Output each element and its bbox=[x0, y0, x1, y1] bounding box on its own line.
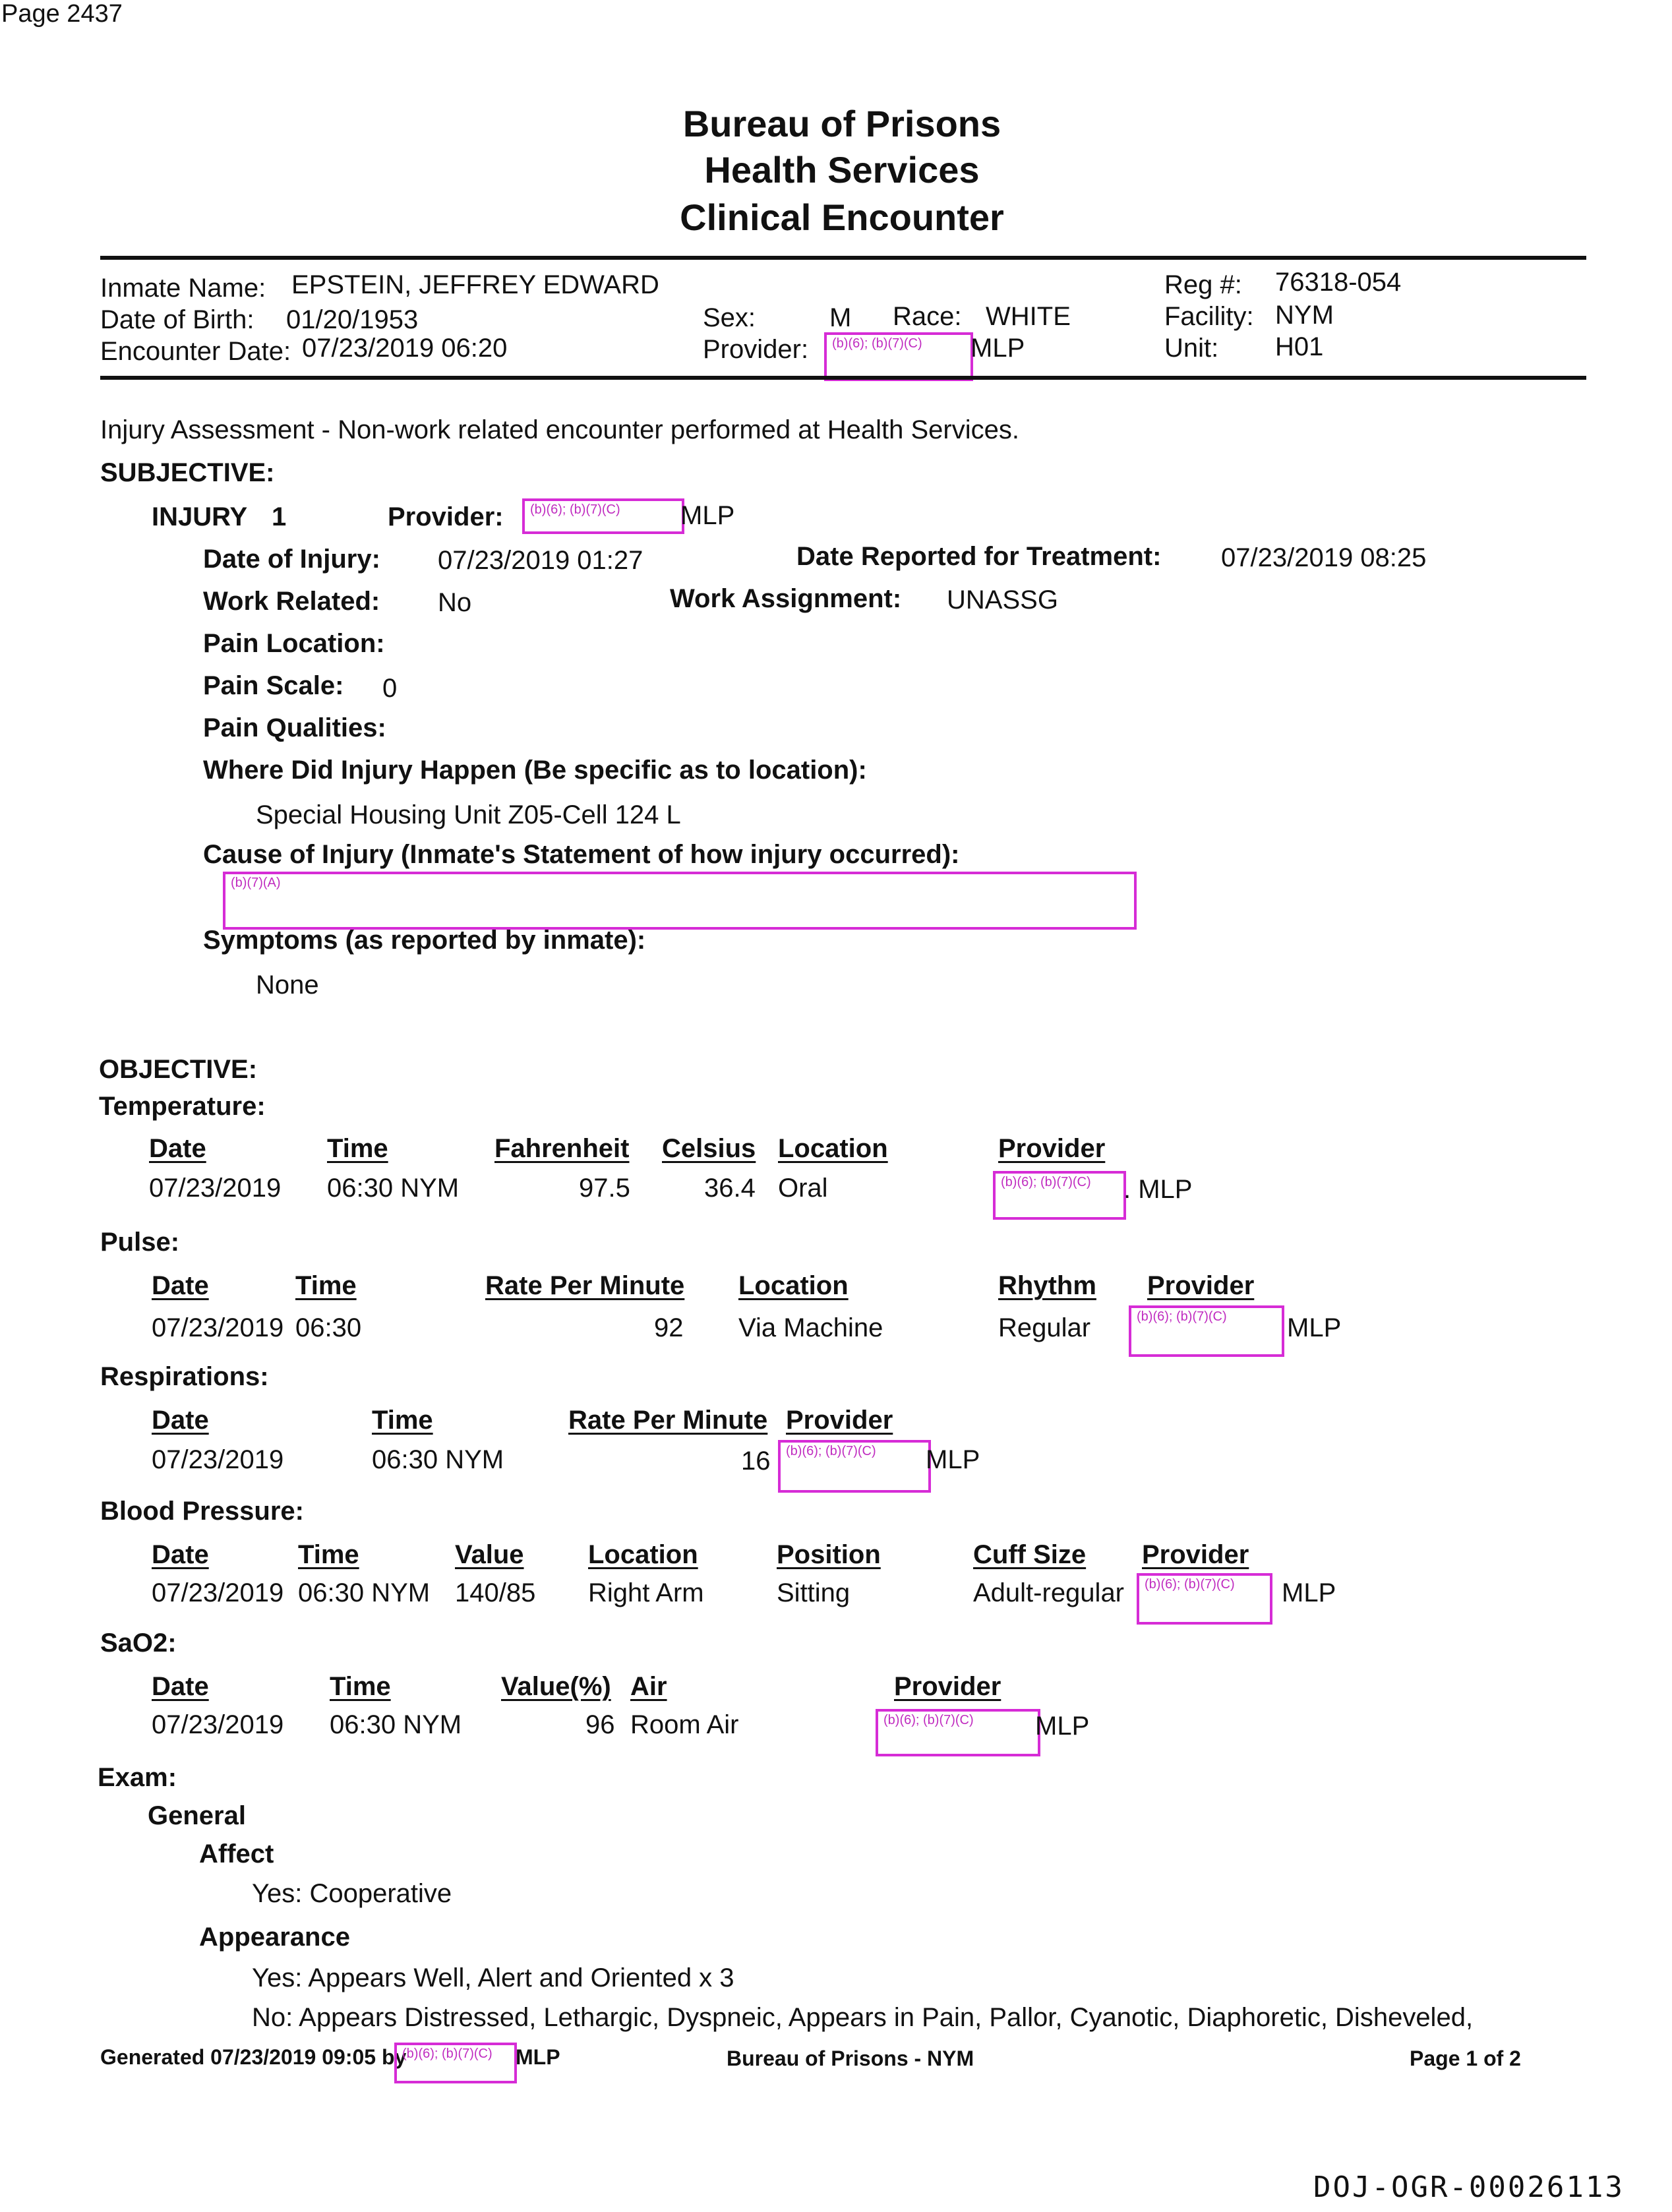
bp-cuff-size: Adult-regular bbox=[973, 1578, 1125, 1607]
encounter-date: 07/23/2019 06:20 bbox=[302, 334, 508, 363]
work-related: No bbox=[438, 588, 472, 617]
pulse-rate: 92 bbox=[654, 1313, 684, 1342]
pulse-col-time: Time bbox=[295, 1271, 357, 1300]
unit: H01 bbox=[1275, 332, 1324, 361]
unit-label: Unit: bbox=[1164, 334, 1219, 363]
work-related-label: Work Related: bbox=[203, 587, 380, 616]
pulse-col-rate: Rate Per Minute bbox=[485, 1271, 685, 1300]
injury-number: 1 bbox=[272, 502, 287, 531]
pain-scale-label: Pain Scale: bbox=[203, 671, 344, 700]
footer-page-number: Page 1 of 2 bbox=[1410, 2047, 1521, 2070]
redaction-box: (b)(6); (b)(7)(C) bbox=[1129, 1305, 1284, 1357]
sao2-col-air: Air bbox=[630, 1672, 667, 1701]
temp-date: 07/23/2019 bbox=[149, 1174, 282, 1203]
pulse-location: Via Machine bbox=[738, 1313, 883, 1342]
date-reported-label: Date Reported for Treatment: bbox=[796, 542, 1162, 571]
pulse-col-location: Location bbox=[738, 1271, 849, 1300]
sao2-provider-suffix: MLP bbox=[1035, 1712, 1090, 1741]
temperature-title: Temperature: bbox=[99, 1092, 266, 1121]
subjective-heading: SUBJECTIVE: bbox=[100, 458, 275, 487]
sex-label: Sex: bbox=[703, 303, 756, 332]
temp-celsius: 36.4 bbox=[704, 1174, 756, 1203]
resp-time: 06:30 NYM bbox=[372, 1445, 504, 1474]
resp-provider-suffix: MLP bbox=[926, 1445, 980, 1474]
date-reported: 07/23/2019 08:25 bbox=[1221, 543, 1427, 572]
sao2-air: Room Air bbox=[630, 1710, 739, 1739]
work-assignment-label: Work Assignment: bbox=[670, 584, 902, 613]
resp-date: 07/23/2019 bbox=[152, 1445, 284, 1474]
bp-position: Sitting bbox=[777, 1578, 851, 1607]
header-title-1: Bureau of Prisons bbox=[682, 103, 1001, 144]
where-injury-label: Where Did Injury Happen (Be specific as to location): bbox=[203, 756, 867, 785]
pulse-col-date: Date bbox=[152, 1271, 209, 1300]
exam-affect-label: Affect bbox=[199, 1839, 274, 1868]
bp-col-time: Time bbox=[298, 1540, 359, 1569]
exam-appearance-label: Appearance bbox=[199, 1923, 350, 1952]
pulse-provider-suffix: MLP bbox=[1287, 1313, 1342, 1342]
date-of-injury-label: Date of Injury: bbox=[203, 545, 380, 574]
race-label: Race: bbox=[893, 302, 962, 331]
bp-col-location: Location bbox=[588, 1540, 698, 1569]
exam-heading: Exam: bbox=[98, 1763, 177, 1792]
blood-pressure-title: Blood Pressure: bbox=[100, 1497, 304, 1526]
temp-col-fahrenheit: Fahrenheit bbox=[494, 1134, 630, 1163]
bp-col-cuff-size: Cuff Size bbox=[973, 1540, 1087, 1569]
resp-col-provider: Provider bbox=[786, 1406, 893, 1435]
bp-location: Right Arm bbox=[588, 1578, 704, 1607]
inmate-name-label: Inmate Name: bbox=[100, 274, 266, 303]
temp-col-date: Date bbox=[149, 1134, 206, 1163]
facility: NYM bbox=[1275, 301, 1334, 330]
objective-heading: OBJECTIVE: bbox=[99, 1055, 258, 1084]
redaction-box: (b)(6); (b)(7)(C) bbox=[1137, 1573, 1272, 1625]
temp-col-location: Location bbox=[778, 1134, 888, 1163]
pain-location-label: Pain Location: bbox=[203, 629, 385, 658]
bp-date: 07/23/2019 bbox=[152, 1578, 284, 1607]
sao2-time: 06:30 NYM bbox=[330, 1710, 462, 1739]
assessment-line: Injury Assessment - Non-work related encounter performed at Health Services. bbox=[100, 415, 1019, 444]
symptoms-label: Symptoms (as reported by inmate): bbox=[203, 926, 646, 955]
footer-generated: Generated 07/23/2019 09:05 by bbox=[100, 2045, 407, 2069]
footer-generated-suffix: MLP bbox=[516, 2045, 560, 2069]
exam-appearance-no: No: Appears Distressed, Lethargic, Dyspneic, Appears in Pain, Pallor, Cyanotic, Diaphoretic, Disheveled, bbox=[252, 2003, 1474, 2032]
header-bottom-rule bbox=[100, 376, 1586, 380]
resp-col-date: Date bbox=[152, 1406, 209, 1435]
pain-scale: 0 bbox=[382, 674, 398, 703]
sao2-value: 96 bbox=[585, 1710, 615, 1739]
bp-time: 06:30 NYM bbox=[298, 1578, 431, 1607]
inmate-name: EPSTEIN, JEFFREY EDWARD bbox=[291, 270, 659, 299]
header-provider-suffix: MLP bbox=[970, 334, 1025, 363]
encounter-date-label: Encounter Date: bbox=[100, 337, 291, 366]
temp-provider-suffix: . MLP bbox=[1123, 1175, 1193, 1204]
respirations-title: Respirations: bbox=[100, 1362, 269, 1391]
footer-center: Bureau of Prisons - NYM bbox=[727, 2047, 974, 2070]
redaction-box: (b)(6); (b)(7)(C) bbox=[876, 1709, 1040, 1756]
reg-label: Reg #: bbox=[1164, 270, 1242, 299]
temp-location: Oral bbox=[778, 1174, 828, 1203]
pulse-rhythm: Regular bbox=[998, 1313, 1091, 1342]
temp-time: 06:30 NYM bbox=[327, 1174, 460, 1203]
pulse-date: 07/23/2019 bbox=[152, 1313, 284, 1342]
sao2-col-time: Time bbox=[330, 1672, 391, 1701]
bp-col-position: Position bbox=[777, 1540, 881, 1569]
work-assignment: UNASSG bbox=[947, 585, 1058, 614]
bp-col-date: Date bbox=[152, 1540, 209, 1569]
resp-rate: 16 bbox=[741, 1447, 771, 1476]
page-label: Page 2437 bbox=[1, 0, 123, 28]
race: WHITE bbox=[986, 302, 1071, 331]
cause-injury-label: Cause of Injury (Inmate's Statement of how injury occurred): bbox=[203, 840, 960, 869]
header-provider-label: Provider: bbox=[703, 335, 809, 364]
redaction-box: (b)(7)(A) bbox=[223, 872, 1137, 930]
redaction-box: (b)(6); (b)(7)(C) bbox=[824, 332, 973, 381]
exam-affect-yes: Yes: Cooperative bbox=[252, 1879, 452, 1908]
pulse-time: 06:30 bbox=[295, 1313, 362, 1342]
header-title-3: Clinical Encounter bbox=[680, 196, 1004, 238]
temp-col-provider: Provider bbox=[998, 1134, 1106, 1163]
facility-label: Facility: bbox=[1164, 302, 1254, 331]
sao2-title: SaO2: bbox=[100, 1629, 177, 1658]
reg-number: 76318-054 bbox=[1275, 268, 1402, 297]
temp-fahrenheit: 97.5 bbox=[579, 1174, 630, 1203]
pulse-col-provider: Provider bbox=[1147, 1271, 1255, 1300]
sao2-col-date: Date bbox=[152, 1672, 209, 1701]
redaction-box: (b)(6); (b)(7)(C) bbox=[522, 498, 684, 534]
dob: 01/20/1953 bbox=[286, 305, 419, 334]
injury-label: INJURY bbox=[152, 502, 248, 531]
bp-col-value: Value bbox=[455, 1540, 524, 1569]
pulse-col-rhythm: Rhythm bbox=[998, 1271, 1096, 1300]
bp-value: 140/85 bbox=[455, 1578, 536, 1607]
where-injury-value: Special Housing Unit Z05-Cell 124 L bbox=[256, 800, 681, 829]
pain-qualities-label: Pain Qualities: bbox=[203, 713, 386, 742]
bates-number: DOJ-OGR-00026113 bbox=[1313, 2170, 1625, 2204]
date-of-injury: 07/23/2019 01:27 bbox=[438, 546, 643, 575]
bp-col-provider: Provider bbox=[1142, 1540, 1249, 1569]
temp-col-time: Time bbox=[327, 1134, 388, 1163]
exam-appearance-yes: Yes: Appears Well, Alert and Oriented x 3 bbox=[252, 1963, 734, 1992]
sex: M bbox=[829, 303, 852, 332]
injury-provider-label: Provider: bbox=[388, 502, 504, 531]
redaction-box: (b)(6); (b)(7)(C) bbox=[993, 1171, 1126, 1220]
dob-label: Date of Birth: bbox=[100, 305, 254, 334]
sao2-col-value: Value(%) bbox=[501, 1672, 611, 1701]
header-title-2: Health Services bbox=[704, 149, 980, 191]
redaction-box: (b)(6); (b)(7)(C) bbox=[394, 2043, 517, 2083]
resp-col-rate: Rate Per Minute bbox=[568, 1406, 768, 1435]
symptoms-value: None bbox=[256, 971, 319, 1000]
sao2-date: 07/23/2019 bbox=[152, 1710, 284, 1739]
redaction-box: (b)(6); (b)(7)(C) bbox=[778, 1440, 931, 1493]
resp-col-time: Time bbox=[372, 1406, 433, 1435]
pulse-title: Pulse: bbox=[100, 1228, 180, 1257]
header-top-rule bbox=[100, 256, 1586, 260]
sao2-col-provider: Provider bbox=[894, 1672, 1001, 1701]
bp-provider-suffix: MLP bbox=[1282, 1578, 1336, 1607]
injury-provider-suffix: MLP bbox=[680, 501, 735, 530]
exam-general: General bbox=[148, 1801, 246, 1830]
temp-col-celsius: Celsius bbox=[662, 1134, 756, 1163]
